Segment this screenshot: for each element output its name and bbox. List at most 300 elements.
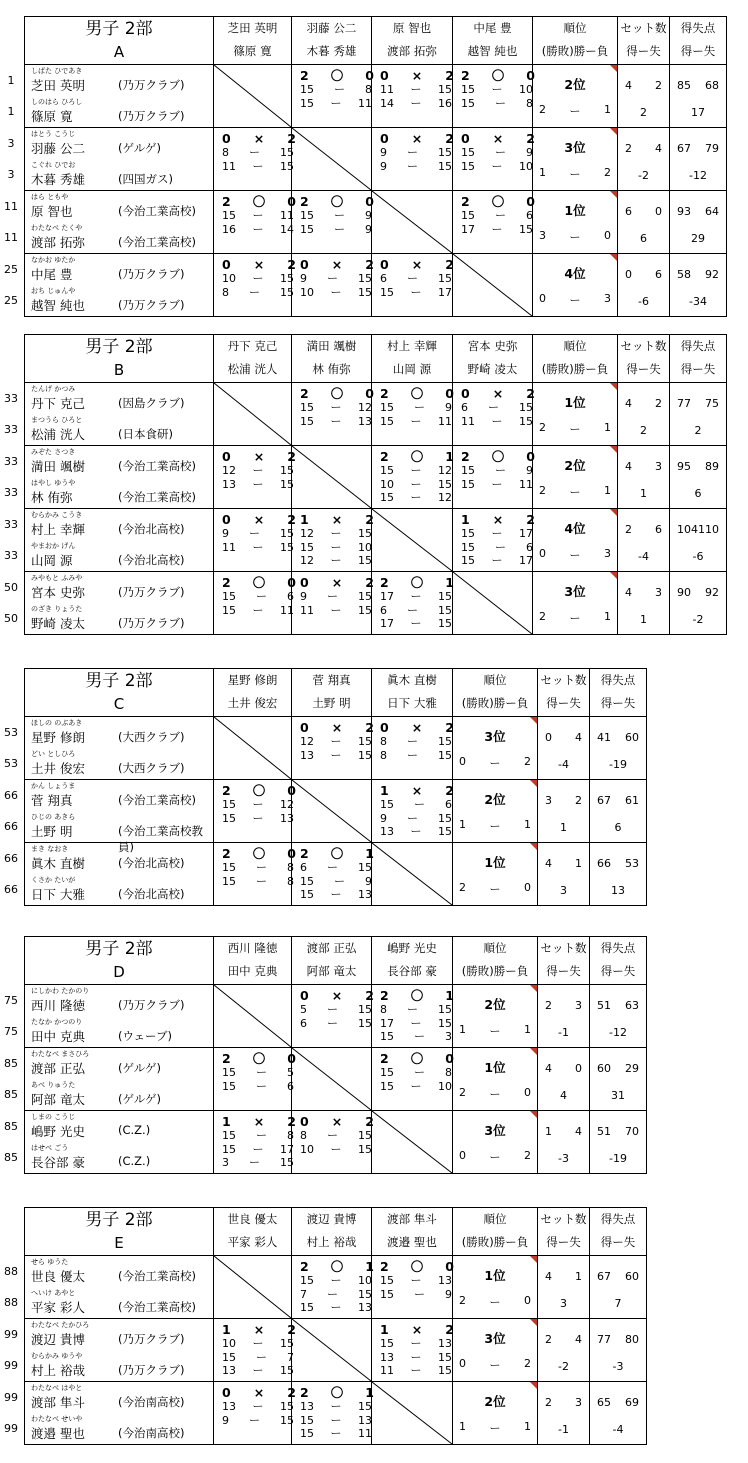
match-result — [222, 131, 296, 146]
result-token: × — [253, 1385, 265, 1400]
win-loss — [459, 1149, 531, 1165]
sets-header-line: セット数 — [540, 1212, 587, 1226]
sets-cell-won: 0 — [625, 268, 632, 281]
group-label: A — [113, 43, 125, 61]
points-cell-lost: 92 — [705, 268, 719, 281]
sets-cell-diff: 3 — [560, 1297, 567, 1310]
points-cell — [590, 717, 647, 780]
result-token: 2 — [300, 386, 309, 401]
result-token: 2 — [300, 68, 309, 83]
score-token: ー — [334, 874, 345, 888]
player-ruby: はとう こうじ — [31, 130, 76, 138]
column-player-name: 土井 俊宏 — [227, 696, 278, 710]
result-token: 0 — [222, 449, 231, 464]
result-token: 〇 — [330, 1385, 344, 1400]
score-token: 15 — [300, 1301, 314, 1315]
win-loss-token: ー — [569, 612, 581, 625]
game-score — [380, 1080, 452, 1094]
match-cell — [372, 1256, 453, 1319]
score-token: 15 — [300, 209, 314, 222]
rank-header-line: 順位 — [563, 339, 587, 353]
seed-number: 3 — [7, 168, 15, 181]
result-token: 0 — [287, 846, 296, 861]
score-token: 15 — [519, 401, 533, 414]
match-result — [461, 386, 535, 401]
game-score — [461, 83, 533, 97]
score-token: 15 — [222, 1350, 236, 1364]
match-result — [222, 846, 296, 861]
rank-cell — [453, 985, 538, 1048]
result-token: 〇 — [410, 1051, 424, 1066]
points-cell-won: 104 — [677, 523, 698, 536]
score-token: 11 — [438, 414, 452, 428]
player-club: (因島クラブ) — [118, 396, 185, 410]
self-match-cell — [453, 254, 533, 317]
points-cell-won: 85 — [677, 79, 691, 92]
game-score — [300, 1414, 372, 1428]
result-token: × — [253, 131, 265, 146]
player-club: (今治工業高校) — [118, 459, 196, 473]
score-token: 15 — [358, 748, 372, 762]
seed-number: 1 — [7, 105, 15, 118]
score-token: ー — [330, 748, 342, 762]
seed-number: 33 — [4, 392, 18, 405]
rank-value: 3位 — [564, 584, 586, 599]
game-score — [380, 97, 452, 111]
score-token: ー — [330, 414, 342, 428]
points-cell — [590, 1048, 647, 1111]
score-token: 15 — [380, 1274, 394, 1287]
score-token: 15 — [222, 874, 236, 888]
win-loss-token: 1 — [459, 1023, 466, 1036]
sets-cell-won-lost — [618, 460, 669, 473]
score-token: ー — [327, 1003, 338, 1016]
score-token: 17 — [380, 1016, 394, 1030]
score-token: ー — [407, 146, 418, 159]
result-token: 0 — [461, 131, 470, 146]
score-token: 11 — [461, 414, 475, 428]
rank-value: 2位 — [484, 1394, 506, 1409]
game-score — [222, 1080, 294, 1094]
sets-cell-won-lost — [618, 397, 669, 410]
player-name: 平家 彩人 — [31, 1300, 85, 1315]
seed-number: 11 — [4, 200, 18, 213]
player-name: 長谷部 豪 — [31, 1155, 85, 1170]
score-token: 8 — [287, 1129, 294, 1142]
result-token: 2 — [526, 386, 535, 401]
points-header — [590, 669, 647, 717]
rank-value: 1位 — [564, 203, 586, 218]
sets-cell-won: 2 — [625, 523, 632, 536]
result-token: 0 — [222, 257, 231, 272]
win-loss — [459, 755, 531, 771]
win-loss-token: 0 — [539, 292, 546, 305]
score-token: 15 — [438, 1016, 452, 1030]
score-token: 11 — [380, 83, 394, 96]
sets-cell — [618, 446, 670, 509]
sets-cell-lost: 0 — [655, 205, 662, 218]
seed-number: 85 — [4, 1120, 18, 1133]
sets-cell — [618, 509, 670, 572]
points-cell — [670, 383, 727, 446]
points-header-line: 得失点 — [680, 339, 716, 353]
score-token: 15 — [380, 798, 394, 811]
score-token: ー — [410, 617, 422, 631]
score-token: 15 — [380, 414, 394, 428]
score-token: ー — [330, 554, 342, 568]
game-score — [461, 464, 533, 478]
points-cell-lost: 68 — [705, 79, 719, 92]
sets-cell-won: 1 — [545, 1125, 552, 1138]
player-club: (大西クラブ) — [118, 761, 185, 775]
points-cell-won-lost — [590, 731, 646, 744]
result-token: 2 — [287, 1114, 296, 1129]
result-token: 〇 — [410, 988, 424, 1003]
win-loss-token: 2 — [539, 610, 546, 623]
player-club: (乃万クラブ) — [118, 267, 185, 281]
player-name: 土井 俊宏 — [31, 761, 85, 776]
sets-cell-lost: 3 — [575, 999, 582, 1012]
column-player-name: 村上 幸輝 — [387, 339, 437, 353]
rank-value: 1位 — [484, 1060, 506, 1075]
pair-cell — [25, 191, 214, 254]
diagonal-line — [292, 446, 371, 508]
seed-number: 50 — [4, 612, 18, 625]
points-cell-won-lost — [670, 79, 726, 92]
rank-value: 4位 — [564, 521, 586, 536]
result-token: 〇 — [252, 1051, 266, 1066]
win-loss-token: 0 — [524, 1086, 531, 1099]
score-token: 15 — [222, 1066, 236, 1079]
points-cell-diff: -19 — [609, 1152, 627, 1165]
score-token: 15 — [380, 1337, 394, 1350]
score-token: ー — [327, 1016, 338, 1030]
score-token: 10 — [519, 83, 533, 96]
self-match-cell — [292, 446, 372, 509]
game-score — [222, 812, 294, 826]
score-token: 15 — [280, 285, 294, 299]
win-loss-token: ー — [489, 1151, 501, 1164]
points-header-line: 得ー失 — [600, 1235, 636, 1249]
match-cell — [372, 717, 453, 780]
score-token: ー — [407, 272, 418, 285]
result-token: 2 — [365, 575, 374, 590]
rank-header-line: 順位 — [483, 673, 507, 687]
result-token: × — [411, 720, 423, 735]
match-result — [380, 575, 454, 590]
column-player-name: 原 智也 — [392, 21, 432, 35]
game-score — [380, 1351, 452, 1365]
score-token: 11 — [380, 1364, 394, 1378]
column-player-name: 眞木 直樹 — [387, 673, 437, 687]
result-token: 1 — [300, 512, 309, 527]
sets-header — [618, 17, 670, 65]
points-cell — [670, 572, 727, 635]
score-token: ー — [252, 159, 264, 173]
diagonal-line — [372, 1111, 452, 1173]
points-cell-lost: 63 — [625, 999, 639, 1012]
seed-number: 85 — [4, 1057, 18, 1070]
score-token: ー — [256, 874, 267, 888]
win-loss-token: ー — [489, 1296, 501, 1309]
points-cell-diff: -19 — [609, 758, 627, 771]
result-token: 〇 — [252, 846, 266, 861]
score-token: 12 — [438, 464, 452, 477]
sets-cell-lost: 2 — [655, 397, 662, 410]
game-score — [380, 1066, 452, 1080]
points-cell-diff: 2 — [694, 424, 702, 437]
rank-value: 2位 — [564, 458, 586, 473]
match-result — [222, 1385, 296, 1400]
score-token: 15 — [358, 861, 372, 874]
game-score — [222, 1400, 294, 1414]
player-club: (ゲルゲ) — [118, 141, 162, 155]
game-score — [300, 223, 372, 237]
player-name: 原 智也 — [31, 204, 73, 219]
score-token: 15 — [280, 1364, 294, 1378]
score-token: 15 — [300, 401, 314, 414]
league-table — [24, 1207, 647, 1445]
rank-marker — [530, 780, 537, 787]
score-token: 15 — [438, 146, 452, 159]
player-club: (乃万クラブ) — [118, 78, 185, 92]
game-score — [300, 554, 372, 568]
sets-cell-lost: 4 — [575, 1125, 582, 1138]
result-token: × — [411, 1322, 423, 1337]
column-player-name: 渡部 隼斗 — [387, 1212, 437, 1226]
rank-marker — [530, 1048, 537, 1055]
game-score — [222, 1129, 294, 1143]
column-pair-header — [372, 1208, 453, 1256]
sets-cell-diff: -4 — [638, 550, 649, 563]
player-name: 村上 裕哉 — [31, 1363, 85, 1378]
match-cell — [453, 446, 533, 509]
column-pair-header — [292, 335, 372, 383]
score-token: 13 — [280, 811, 294, 825]
score-token: 9 — [445, 1287, 452, 1301]
column-player-name: 林 侑弥 — [312, 362, 351, 376]
game-score — [300, 888, 372, 902]
win-loss-token: ー — [489, 1422, 501, 1435]
score-token: 15 — [438, 590, 452, 603]
self-match-cell — [214, 383, 292, 446]
score-token: ー — [410, 477, 422, 491]
sets-cell-won: 4 — [545, 1270, 552, 1283]
game-score — [300, 1129, 372, 1143]
game-score — [222, 798, 294, 812]
score-token: ー — [252, 1364, 264, 1378]
result-token: 2 — [461, 194, 470, 209]
group-title-cell — [25, 335, 214, 383]
score-token: 9 — [380, 811, 387, 825]
points-cell-diff: -6 — [692, 550, 704, 563]
game-score — [300, 541, 372, 555]
division-title: 男子 2部 — [85, 939, 153, 959]
win-loss — [459, 818, 531, 834]
player-name: 日下 大雅 — [31, 887, 85, 902]
match-result — [222, 449, 296, 464]
sets-cell-won: 3 — [545, 794, 552, 807]
player-name: 田中 克典 — [31, 1029, 85, 1044]
player-name: 羽藤 公二 — [31, 141, 85, 156]
player-ruby: ひじの あきら — [31, 813, 76, 821]
result-token: 2 — [287, 257, 296, 272]
game-score — [300, 401, 372, 415]
group-c — [4, 668, 726, 906]
rank-header-line: (勝敗)勝ー負 — [461, 696, 529, 710]
result-token: 2 — [222, 1051, 231, 1066]
sets-header-line: セット数 — [620, 339, 667, 353]
score-token: ー — [252, 1400, 264, 1413]
result-token: 〇 — [330, 68, 344, 83]
win-loss-token: ー — [569, 549, 581, 562]
win-loss-token: ー — [569, 231, 581, 244]
points-cell — [670, 128, 727, 191]
game-score — [222, 1364, 294, 1378]
win-loss-token: 0 — [459, 1357, 466, 1370]
column-pair-header — [214, 669, 292, 717]
score-token: ー — [330, 1427, 342, 1441]
group-title-cell — [25, 1208, 214, 1256]
game-score — [222, 286, 294, 300]
game-score — [380, 478, 452, 492]
points-cell — [670, 509, 727, 572]
game-score — [380, 1030, 452, 1044]
player-name: 野崎 凌太 — [31, 616, 85, 631]
sets-cell — [618, 65, 670, 128]
game-score — [222, 464, 294, 478]
player-name: 木暮 秀雄 — [31, 172, 85, 187]
result-token: 1 — [380, 1322, 389, 1337]
points-header-line: 得ー失 — [680, 44, 716, 58]
match-cell — [292, 509, 372, 572]
match-result — [300, 1114, 374, 1129]
player-club: (今治工業高校) — [118, 1269, 196, 1283]
sets-cell — [538, 843, 590, 906]
result-token: 2 — [300, 194, 309, 209]
score-token: 5 — [287, 1066, 294, 1079]
score-token: 13 — [222, 477, 236, 491]
pair-row — [25, 128, 727, 191]
score-token: ー — [252, 477, 264, 491]
match-result — [300, 512, 374, 527]
score-token: 15 — [358, 1003, 372, 1016]
score-token: 15 — [461, 540, 475, 554]
score-token: ー — [410, 285, 422, 299]
sets-cell-diff: -1 — [558, 1423, 569, 1436]
column-player-name: 山岡 源 — [392, 362, 432, 376]
sets-cell — [618, 191, 670, 254]
player-name: 菅 翔真 — [31, 793, 73, 808]
match-cell — [214, 780, 296, 843]
score-token: ー — [252, 222, 264, 236]
points-cell-won: 77 — [677, 397, 691, 410]
rank-cell — [533, 191, 618, 254]
score-token: 3 — [445, 1030, 452, 1044]
diagonal-line — [292, 1319, 371, 1381]
seed-number: 50 — [4, 581, 18, 594]
result-token: 0 — [380, 131, 389, 146]
result-token: × — [253, 449, 265, 464]
rank-marker — [610, 254, 617, 261]
win-loss-token: ー — [569, 486, 581, 499]
sets-cell-won-lost — [538, 1270, 589, 1283]
game-score — [222, 160, 294, 174]
result-token: 1 — [222, 1322, 231, 1337]
sets-cell-won-lost — [618, 586, 669, 599]
sets-cell — [538, 1111, 590, 1174]
points-cell-won-lost — [670, 397, 726, 410]
match-result — [380, 1322, 454, 1337]
self-match-cell — [372, 1382, 453, 1445]
sets-cell-won: 4 — [545, 857, 552, 870]
score-token: ー — [410, 491, 422, 505]
score-token: 13 — [358, 888, 372, 902]
match-result — [461, 131, 535, 146]
match-cell — [372, 985, 453, 1048]
sets-cell-won-lost — [538, 1125, 589, 1138]
score-token: 15 — [461, 96, 475, 110]
diagonal-line — [372, 509, 452, 571]
score-token: ー — [330, 96, 342, 110]
sets-cell-lost: 1 — [575, 1270, 582, 1283]
score-token: 17 — [380, 617, 394, 631]
match-result — [380, 131, 454, 146]
result-token: 2 — [380, 1259, 389, 1274]
score-token: ー — [495, 209, 506, 222]
score-token: 15 — [358, 285, 372, 299]
win-loss-token: 2 — [604, 166, 611, 179]
result-token: 0 — [300, 720, 309, 735]
game-score — [461, 160, 533, 174]
result-token: 2 — [287, 449, 296, 464]
score-token: 15 — [358, 554, 372, 568]
player-ruby: はせべ ごう — [31, 1144, 69, 1152]
match-cell — [372, 128, 453, 191]
match-result — [222, 575, 296, 590]
sets-cell-lost: 2 — [655, 79, 662, 92]
score-token: 3 — [222, 1156, 229, 1170]
sets-cell-diff: 4 — [560, 1089, 567, 1102]
rank-value: 3位 — [484, 729, 506, 744]
game-score — [300, 1274, 372, 1288]
game-score — [461, 478, 533, 492]
score-token: 15 — [438, 159, 452, 173]
score-token: 15 — [280, 527, 294, 540]
player-club: (乃万クラブ) — [118, 616, 185, 630]
win-loss — [539, 421, 611, 437]
score-token: 15 — [380, 1287, 394, 1301]
result-token: 0 — [300, 988, 309, 1003]
result-token: × — [331, 988, 343, 1003]
result-token: 1 — [445, 988, 454, 1003]
player-club: (今治南高校) — [118, 1395, 185, 1409]
game-score — [300, 97, 372, 111]
result-token: 2 — [380, 1051, 389, 1066]
game-score — [380, 160, 452, 174]
sets-cell-diff: 1 — [640, 613, 647, 626]
player-ruby: せら ゆうた — [31, 1258, 69, 1266]
score-token: 6 — [300, 1016, 307, 1030]
result-token: 2 — [526, 512, 535, 527]
score-token: ー — [256, 861, 267, 874]
score-token: 15 — [280, 1337, 294, 1350]
score-token: ー — [495, 540, 506, 554]
score-token: ー — [410, 1364, 422, 1378]
rank-marker — [530, 1382, 537, 1389]
score-token: ー — [330, 1301, 342, 1315]
result-token: 0 — [365, 68, 374, 83]
